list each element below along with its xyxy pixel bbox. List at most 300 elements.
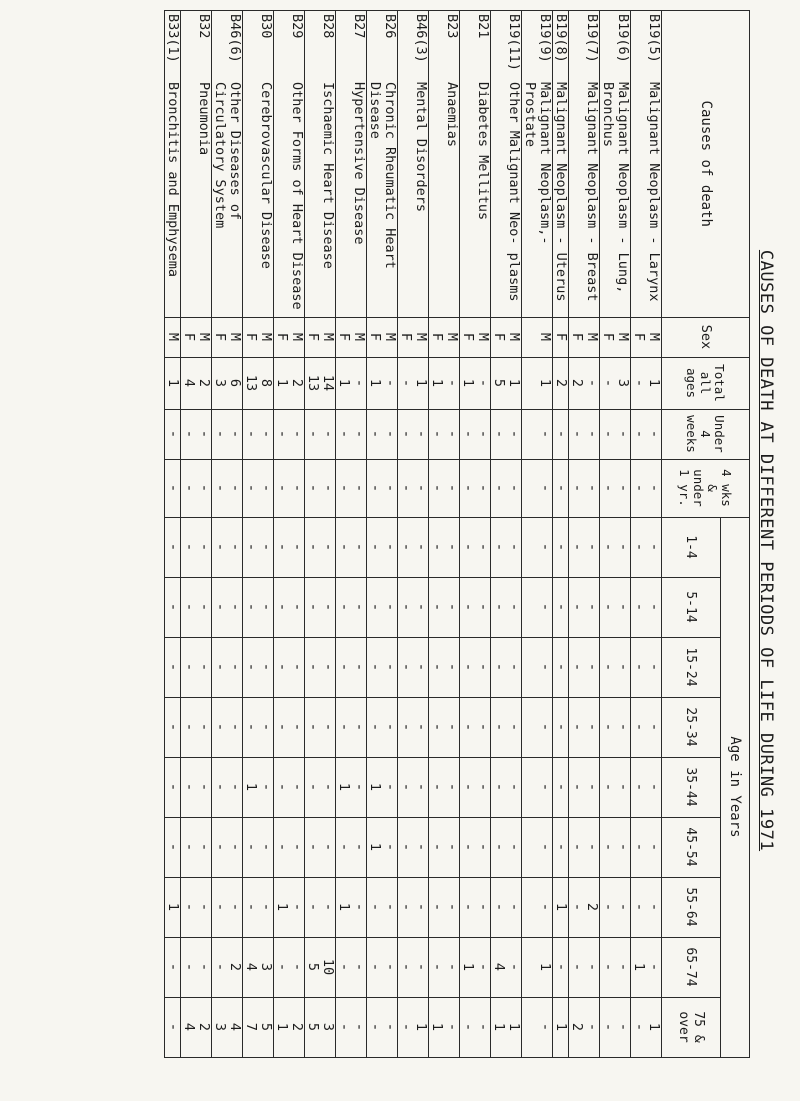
count-value: - bbox=[631, 429, 647, 439]
count-value: - bbox=[444, 483, 460, 493]
count-value: - bbox=[305, 722, 321, 732]
count-value: - bbox=[646, 542, 662, 552]
count-cell bbox=[398, 697, 429, 757]
count-value: - bbox=[398, 662, 414, 672]
count-value: - bbox=[367, 542, 383, 552]
count-value: - bbox=[537, 429, 553, 439]
count-cell bbox=[305, 409, 336, 459]
count-cell bbox=[553, 637, 569, 697]
cause-name: Malignant Neoplasm - Larynx bbox=[631, 79, 662, 317]
count-value: 4 bbox=[227, 1022, 243, 1032]
count-cell bbox=[212, 637, 243, 697]
count-value: - bbox=[320, 662, 336, 672]
count-cell bbox=[305, 517, 336, 577]
cause-code: B27 bbox=[336, 11, 367, 80]
count-value: - bbox=[444, 542, 460, 552]
count-value: - bbox=[336, 542, 352, 552]
count-value: 1 bbox=[537, 378, 553, 388]
count-value: - bbox=[320, 902, 336, 912]
count-value: - bbox=[537, 483, 553, 493]
count-cell bbox=[274, 637, 305, 697]
count-cell bbox=[491, 637, 522, 697]
count-value: - bbox=[646, 842, 662, 852]
count-value: 3 bbox=[258, 962, 274, 972]
count-value: - bbox=[537, 542, 553, 552]
count-value: - bbox=[382, 602, 398, 612]
count-value: - bbox=[398, 902, 414, 912]
sex-value: M bbox=[320, 332, 336, 342]
count-cell bbox=[553, 877, 569, 937]
count-cell bbox=[398, 937, 429, 997]
count-value: - bbox=[506, 962, 522, 972]
count-value: - bbox=[506, 602, 522, 612]
count-cell bbox=[243, 517, 274, 577]
count-value: - bbox=[320, 602, 336, 612]
count-value: - bbox=[506, 902, 522, 912]
count-value: - bbox=[227, 662, 243, 672]
sex-cell bbox=[600, 317, 631, 357]
count-value: - bbox=[600, 1022, 616, 1032]
cause-code: B19(7) bbox=[569, 11, 600, 80]
count-value: - bbox=[460, 602, 476, 612]
count-value: - bbox=[429, 782, 445, 792]
count-value: - bbox=[305, 483, 321, 493]
count-value: - bbox=[212, 962, 228, 972]
count-value: - bbox=[646, 483, 662, 493]
count-value: 4 bbox=[181, 378, 197, 388]
count-value: - bbox=[475, 602, 491, 612]
count-cell bbox=[631, 937, 662, 997]
count-value: - bbox=[600, 542, 616, 552]
count-value: - bbox=[569, 429, 585, 439]
count-cell bbox=[600, 577, 631, 637]
count-value: - bbox=[460, 429, 476, 439]
count-cell bbox=[336, 697, 367, 757]
sex-value: M bbox=[289, 332, 305, 342]
count-value: 1 bbox=[336, 378, 352, 388]
table-row bbox=[600, 11, 631, 1058]
count-cell bbox=[243, 409, 274, 459]
count-value: - bbox=[444, 378, 460, 388]
sex-value: F bbox=[429, 332, 445, 342]
count-value: - bbox=[382, 662, 398, 672]
count-value: 1 bbox=[336, 782, 352, 792]
count-value: - bbox=[600, 842, 616, 852]
count-value: 6 bbox=[227, 378, 243, 388]
count-value: - bbox=[320, 542, 336, 552]
count-value: - bbox=[615, 602, 631, 612]
count-value: - bbox=[351, 722, 367, 732]
count-value: - bbox=[475, 842, 491, 852]
count-cell bbox=[212, 937, 243, 997]
count-cell bbox=[631, 459, 662, 517]
count-value: - bbox=[600, 378, 616, 388]
count-value: - bbox=[165, 782, 181, 792]
count-value: - bbox=[382, 842, 398, 852]
count-value: - bbox=[584, 782, 600, 792]
count-value: - bbox=[491, 662, 507, 672]
count-value: - bbox=[382, 483, 398, 493]
count-value: 5 bbox=[305, 1022, 321, 1032]
count-value: - bbox=[165, 1022, 181, 1032]
count-cell bbox=[181, 817, 212, 877]
count-value: - bbox=[631, 483, 647, 493]
count-value: - bbox=[429, 722, 445, 732]
header-sex: Sex bbox=[662, 317, 750, 357]
count-cell bbox=[600, 459, 631, 517]
count-value: - bbox=[258, 902, 274, 912]
count-value: - bbox=[506, 722, 522, 732]
count-value: - bbox=[289, 722, 305, 732]
count-value: - bbox=[631, 542, 647, 552]
count-value: - bbox=[413, 722, 429, 732]
count-cell bbox=[181, 517, 212, 577]
table-row bbox=[491, 11, 522, 1058]
count-value: 1 bbox=[553, 1022, 569, 1032]
count-value: - bbox=[196, 602, 212, 612]
count-value: - bbox=[615, 542, 631, 552]
count-value: 7 bbox=[243, 1022, 259, 1032]
count-value: - bbox=[181, 429, 197, 439]
count-value: 1 bbox=[413, 1022, 429, 1032]
count-cell bbox=[398, 817, 429, 877]
count-value: - bbox=[444, 842, 460, 852]
sex-value: M bbox=[444, 332, 460, 342]
count-value: - bbox=[274, 602, 290, 612]
count-value: - bbox=[413, 602, 429, 612]
count-value: - bbox=[367, 962, 383, 972]
count-cell bbox=[522, 937, 553, 997]
count-value: - bbox=[460, 842, 476, 852]
count-value: - bbox=[537, 722, 553, 732]
count-value: - bbox=[413, 902, 429, 912]
count-cell bbox=[181, 937, 212, 997]
count-value: - bbox=[444, 602, 460, 612]
count-value: - bbox=[351, 378, 367, 388]
count-value: - bbox=[181, 722, 197, 732]
count-cell bbox=[212, 357, 243, 409]
cause-name: Diabetes Mellitus bbox=[460, 79, 491, 317]
sex-value: M bbox=[351, 332, 367, 342]
count-value: - bbox=[305, 902, 321, 912]
count-cell bbox=[212, 517, 243, 577]
count-cell bbox=[336, 517, 367, 577]
cause-code: B26 bbox=[367, 11, 398, 80]
count-cell bbox=[212, 877, 243, 937]
count-value: - bbox=[367, 429, 383, 439]
count-value: - bbox=[305, 662, 321, 672]
count-value: - bbox=[569, 483, 585, 493]
count-value: - bbox=[569, 782, 585, 792]
count-value: - bbox=[274, 842, 290, 852]
count-cell bbox=[165, 357, 181, 409]
count-value: - bbox=[227, 902, 243, 912]
count-cell bbox=[522, 877, 553, 937]
table-row bbox=[336, 11, 367, 1058]
sex-value: M bbox=[615, 332, 631, 342]
count-cell bbox=[305, 877, 336, 937]
count-cell bbox=[336, 409, 367, 459]
count-value: 2 bbox=[196, 378, 212, 388]
count-cell bbox=[631, 877, 662, 937]
count-cell bbox=[460, 817, 491, 877]
sex-cell bbox=[165, 317, 181, 357]
count-cell bbox=[429, 637, 460, 697]
count-value: - bbox=[398, 782, 414, 792]
count-value: - bbox=[258, 842, 274, 852]
count-cell bbox=[212, 409, 243, 459]
count-cell bbox=[491, 817, 522, 877]
count-value: - bbox=[429, 842, 445, 852]
count-value: - bbox=[274, 662, 290, 672]
count-cell bbox=[367, 409, 398, 459]
count-value: - bbox=[584, 1022, 600, 1032]
count-value: - bbox=[475, 542, 491, 552]
count-value: - bbox=[553, 429, 569, 439]
count-cell bbox=[212, 997, 243, 1057]
count-cell bbox=[553, 459, 569, 517]
count-cell bbox=[181, 459, 212, 517]
count-cell bbox=[181, 757, 212, 817]
cause-code: B29 bbox=[274, 11, 305, 80]
count-value: - bbox=[382, 902, 398, 912]
sex-value: M bbox=[196, 332, 212, 342]
sex-value: M bbox=[165, 332, 181, 342]
count-value: - bbox=[584, 483, 600, 493]
count-value: - bbox=[584, 429, 600, 439]
count-value: - bbox=[537, 902, 553, 912]
count-cell bbox=[429, 877, 460, 937]
count-value: - bbox=[615, 962, 631, 972]
count-cell bbox=[569, 697, 600, 757]
count-value: - bbox=[289, 542, 305, 552]
count-value: - bbox=[444, 962, 460, 972]
table-row bbox=[522, 11, 553, 1058]
sex-value: F bbox=[212, 332, 228, 342]
count-value: - bbox=[305, 842, 321, 852]
count-value: - bbox=[165, 842, 181, 852]
cause-code: B28 bbox=[305, 11, 336, 80]
count-value: - bbox=[243, 662, 259, 672]
count-value: - bbox=[491, 602, 507, 612]
sex-value: M bbox=[227, 332, 243, 342]
count-value: 2 bbox=[289, 1022, 305, 1032]
count-cell bbox=[491, 409, 522, 459]
table-row bbox=[305, 11, 336, 1058]
count-value: - bbox=[289, 483, 305, 493]
table-row bbox=[212, 11, 243, 1058]
count-value: - bbox=[413, 842, 429, 852]
count-value: 3 bbox=[320, 1022, 336, 1032]
count-cell bbox=[460, 937, 491, 997]
count-cell bbox=[274, 409, 305, 459]
count-value: 1 bbox=[336, 902, 352, 912]
header-causes: Causes of death bbox=[662, 11, 750, 318]
count-value: - bbox=[212, 722, 228, 732]
count-value: - bbox=[475, 782, 491, 792]
sex-value: M bbox=[584, 332, 600, 342]
count-value: - bbox=[212, 542, 228, 552]
count-value: - bbox=[398, 842, 414, 852]
count-value: 1 bbox=[460, 962, 476, 972]
count-value: - bbox=[429, 662, 445, 672]
count-value: - bbox=[181, 962, 197, 972]
count-cell bbox=[181, 877, 212, 937]
sex-value: F bbox=[336, 332, 352, 342]
count-cell bbox=[243, 757, 274, 817]
count-value: - bbox=[336, 722, 352, 732]
count-cell bbox=[600, 637, 631, 697]
count-value: 1 bbox=[429, 1022, 445, 1032]
count-cell bbox=[305, 997, 336, 1057]
sex-value: M bbox=[413, 332, 429, 342]
count-value: - bbox=[506, 429, 522, 439]
count-value: 1 bbox=[274, 1022, 290, 1032]
cause-name: Other Forms of Heart Disease bbox=[274, 79, 305, 317]
count-value: - bbox=[196, 902, 212, 912]
count-cell bbox=[522, 577, 553, 637]
count-value: 1 bbox=[367, 782, 383, 792]
count-value: - bbox=[336, 602, 352, 612]
count-cell bbox=[243, 877, 274, 937]
count-value: 4 bbox=[491, 962, 507, 972]
count-cell bbox=[631, 637, 662, 697]
count-value: - bbox=[506, 662, 522, 672]
count-value: - bbox=[336, 962, 352, 972]
count-value: - bbox=[351, 902, 367, 912]
count-cell bbox=[181, 357, 212, 409]
count-value: - bbox=[631, 722, 647, 732]
count-value: - bbox=[553, 782, 569, 792]
count-value: - bbox=[615, 782, 631, 792]
count-value: - bbox=[351, 602, 367, 612]
count-value: - bbox=[569, 542, 585, 552]
count-cell bbox=[569, 459, 600, 517]
count-value: - bbox=[444, 662, 460, 672]
count-value: - bbox=[600, 429, 616, 439]
cause-code: B33(1) bbox=[165, 11, 181, 80]
cause-code: B32 bbox=[181, 11, 212, 80]
count-value: - bbox=[584, 662, 600, 672]
count-value: - bbox=[165, 662, 181, 672]
count-cell bbox=[460, 517, 491, 577]
count-value: - bbox=[227, 483, 243, 493]
sex-value: M bbox=[475, 332, 491, 342]
count-value: - bbox=[320, 429, 336, 439]
count-cell bbox=[274, 877, 305, 937]
count-value: - bbox=[165, 722, 181, 732]
count-cell bbox=[398, 637, 429, 697]
count-cell bbox=[274, 357, 305, 409]
table-row bbox=[429, 11, 460, 1058]
count-cell bbox=[460, 637, 491, 697]
count-value: - bbox=[382, 782, 398, 792]
count-cell bbox=[305, 937, 336, 997]
cause-code: B19(6) bbox=[600, 11, 631, 80]
count-value: 1 bbox=[243, 782, 259, 792]
count-value: - bbox=[429, 962, 445, 972]
count-value: - bbox=[475, 962, 491, 972]
count-cell bbox=[569, 517, 600, 577]
count-value: - bbox=[631, 782, 647, 792]
sex-cell bbox=[522, 317, 553, 357]
count-value: - bbox=[181, 662, 197, 672]
sex-value: M bbox=[382, 332, 398, 342]
count-cell bbox=[429, 817, 460, 877]
header-age-band: 1-4 bbox=[662, 517, 721, 577]
count-value: 1 bbox=[460, 378, 476, 388]
count-value: - bbox=[258, 429, 274, 439]
count-cell bbox=[243, 817, 274, 877]
count-cell bbox=[553, 697, 569, 757]
count-cell bbox=[429, 697, 460, 757]
count-value: - bbox=[258, 602, 274, 612]
count-cell bbox=[165, 817, 181, 877]
count-cell bbox=[243, 357, 274, 409]
count-cell bbox=[367, 459, 398, 517]
sex-cell bbox=[305, 317, 336, 357]
count-value: - bbox=[631, 1022, 647, 1032]
count-cell bbox=[569, 637, 600, 697]
count-cell bbox=[429, 409, 460, 459]
count-cell bbox=[165, 517, 181, 577]
count-value: - bbox=[398, 483, 414, 493]
cause-name: Ischaemic Heart Disease bbox=[305, 79, 336, 317]
count-cell bbox=[429, 997, 460, 1057]
count-value: - bbox=[289, 902, 305, 912]
count-value: - bbox=[569, 902, 585, 912]
count-value: - bbox=[429, 902, 445, 912]
cause-name: Other Malignant Neo- plasms bbox=[491, 79, 522, 317]
sex-cell bbox=[491, 317, 522, 357]
count-value: 4 bbox=[181, 1022, 197, 1032]
count-value: - bbox=[320, 722, 336, 732]
count-cell bbox=[491, 577, 522, 637]
count-cell bbox=[460, 459, 491, 517]
count-value: - bbox=[351, 542, 367, 552]
cause-name: Hypertensive Disease bbox=[336, 79, 367, 317]
count-cell bbox=[429, 357, 460, 409]
table-row bbox=[631, 11, 662, 1058]
count-value: - bbox=[553, 662, 569, 672]
count-value: 2 bbox=[553, 378, 569, 388]
count-cell bbox=[553, 757, 569, 817]
count-value: - bbox=[475, 902, 491, 912]
cause-name: Chronic Rheumatic Heart Disease bbox=[367, 79, 398, 317]
count-cell bbox=[165, 637, 181, 697]
sex-value: F bbox=[600, 332, 616, 342]
count-value: 1 bbox=[646, 1022, 662, 1032]
count-value: - bbox=[289, 962, 305, 972]
count-value: 14 bbox=[320, 374, 336, 392]
count-value: - bbox=[615, 662, 631, 672]
count-value: - bbox=[258, 722, 274, 732]
cause-name: Bronchitis and Emphysema bbox=[165, 79, 181, 317]
count-cell bbox=[305, 357, 336, 409]
count-value: - bbox=[165, 483, 181, 493]
count-value: - bbox=[429, 542, 445, 552]
count-value: - bbox=[336, 483, 352, 493]
count-cell bbox=[274, 817, 305, 877]
count-cell bbox=[429, 577, 460, 637]
count-cell bbox=[522, 459, 553, 517]
sex-cell bbox=[274, 317, 305, 357]
count-cell bbox=[600, 937, 631, 997]
table-row bbox=[460, 11, 491, 1058]
sex-value: F bbox=[274, 332, 290, 342]
count-cell bbox=[243, 937, 274, 997]
count-value: - bbox=[351, 842, 367, 852]
